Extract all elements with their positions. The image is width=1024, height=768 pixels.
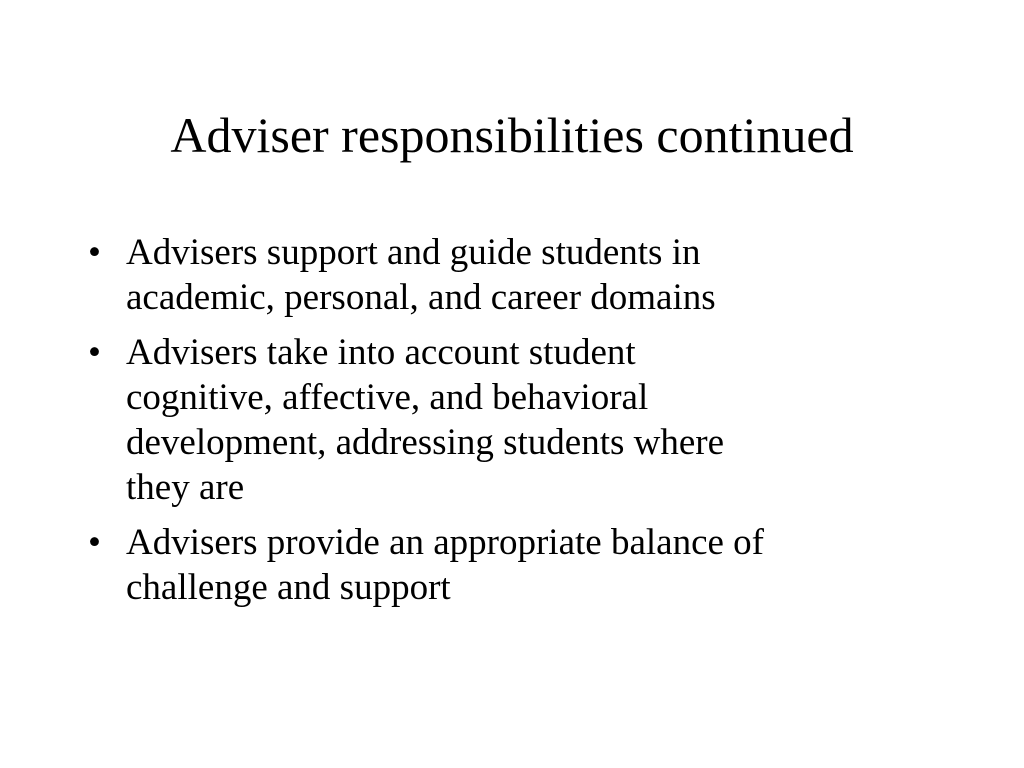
bullet-text-line: development, addressing students where	[126, 422, 725, 463]
bullet-text-line: Advisers provide an appropriate balance of	[126, 522, 764, 563]
bullet-text-line: cognitive, affective, and behavioral	[126, 377, 649, 418]
bullet-text-line: challenge and support	[126, 567, 451, 608]
bullet-text-line: Advisers take into account student	[126, 332, 636, 373]
bullet-icon: •	[88, 232, 101, 273]
bullet-icon: •	[88, 522, 101, 563]
bullet-text-line: academic, personal, and career domains	[126, 277, 716, 318]
slide-title: Adviser responsibilities continued	[170, 107, 854, 163]
bullet-text-line: they are	[126, 467, 245, 508]
bullet-text-line: Advisers support and guide students in	[126, 232, 701, 273]
bullet-icon: •	[88, 332, 101, 373]
bullet-item	[88, 330, 948, 510]
bullet-item	[88, 230, 948, 320]
bullet-item	[88, 520, 948, 610]
bullet-list	[88, 230, 948, 620]
